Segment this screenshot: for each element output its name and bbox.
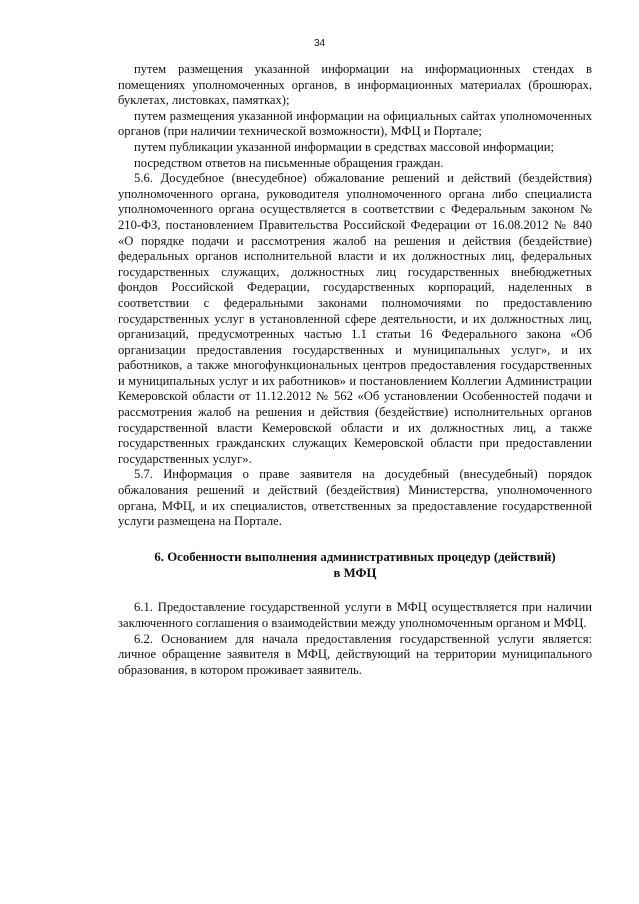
paragraph-info-media: путем публикации указанной информации в средствах массовой информации;	[134, 139, 554, 154]
section-heading-line-1: 6. Особенности выполнения административных процедур (действий)	[154, 549, 556, 564]
page-number: 34	[313, 38, 326, 49]
paragraph-6-1: 6.1. Предоставление государственной услуги в МФЦ осуществляется при наличии заключенного соглашения о взаимодействии между уполномоченным органом и МФЦ.	[118, 600, 592, 630]
section-heading-line-2: в МФЦ	[333, 565, 377, 580]
paragraph-6-2: 6.2. Основанием для начала предоставления государственной услуги является: личное обращение заявителя в МФЦ, действующий на территории муниципального образования, в котором проживает заявитель.	[118, 631, 592, 677]
paragraph-5-7: 5.7. Информация о праве заявителя на досудебный (внесудебный) порядок обжалования решений и действий (бездействия) Министерства, уполномоченного органа, МФЦ, и их специалистов, ответственных за предоставление государственной услуги размещена на Портале.	[118, 467, 592, 529]
paragraph-5-6: 5.6. Досудебное (внесудебное) обжалование решений и действий (бездействия) уполномоченного органа, руководителя уполномоченного органа либо специалиста уполномоченного органа осуществляется в соответствии с Федеральным законом № 210-ФЗ, постановлением Правительства Российской Федерации от 16.08.2012 № 840 «О порядке подачи и рассмотрения жалоб на решения и действия (бездействие) федеральных органов исполнительной власти и их должностных лиц, федеральных государственных служащих, должностных лиц государственных внебюджетных фондов Российской Федерации, государственных корпораций, наделенных в соответствии с федеральными законами полномочиями по предоставлению государственных услуг в установленной сфере деятельности, и их должностных лиц, организаций, предусмотренных частью 1.1 статьи 16 Федерального закона «Об организации предоставления государственных и муниципальных услуг», и их работников, а также многофункциональных центров предоставления государственных и муниципальных услуг и их работников» и постановлением Коллегии Администрации Кемеровской области от 11.12.2012 № 562 «Об установлении Особенностей подачи и рассмотрения жалоб на решения и действия (бездействие) исполнительных органов государственной власти Кемеровской области и их должностных лиц, а также государственных гражданских служащих Кемеровской области при предоставлении государственных услуг».	[118, 171, 592, 466]
paragraph-info-written-requests: посредством ответов на письменные обращения граждан.	[134, 155, 444, 170]
page-content	[118, 62, 592, 678]
paragraph-info-stands: путем размещения указанной информации на информационных стендах в помещениях уполномоченных органов, в информационных материалах (брошюрах, буклетах, листовках, памятках);	[118, 62, 592, 108]
section-heading	[118, 550, 592, 582]
paragraph-info-websites: путем размещения указанной информации на официальных сайтах уполномоченных органов (при наличии технической возможности), МФЦ и Портале;	[118, 108, 592, 139]
